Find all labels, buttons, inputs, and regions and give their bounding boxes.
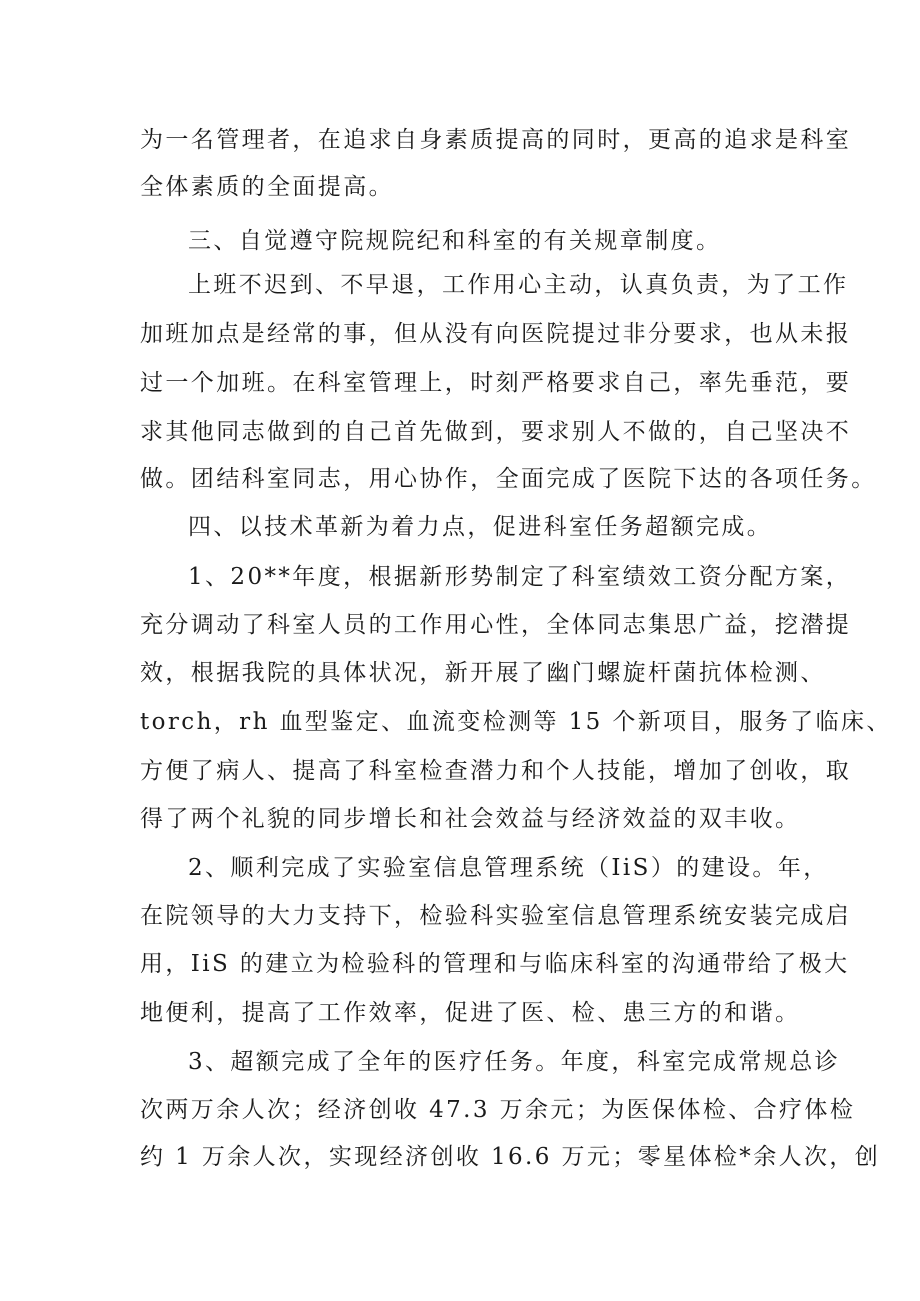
text-line: 方便了病人、提高了科室检查潜力和个人技能，增加了创收，取 [140,758,852,784]
text-line: 上班不迟到、不早退，工作用心主动，认真负责，为了工作 [188,272,849,298]
text-line: torch，rh 血型鉴定、血流变检测等 15 个新项目，服务了临床、 [140,709,892,735]
text-line: 全体素质的全面提高。 [140,174,394,200]
text-line: 做。团结科室同志，用心协作，全面完成了医院下达的各项任务。 [140,466,877,492]
text-line: 充分调动了科室人员的工作用心性，全体同志集思广益，挖潜提 [140,612,852,638]
text-line: 次两万余人次；经济创收 47.3 万余元；为医保体检、合疗体检 [140,1097,856,1123]
text-line: 得了两个礼貌的同步增长和社会效益与经济效益的双丰收。 [140,806,801,832]
text-line: 过一个加班。在科室管理上，时刻严格要求自己，率先垂范，要 [140,370,852,396]
text-line: 约 1 万余人次，实现经济创收 16.6 万元；零星体检*余人次，创 [140,1144,881,1170]
text-line: 效，根据我院的具体状况，新开展了幽门螺旋杆菌抗体检测、 [140,660,826,686]
text-line: 1、20**年度，根据新形势制定了科室绩效工资分配方案， [188,564,852,590]
text-line: 2、顺利完成了实验室信息管理系统（IiS）的建设。年， [188,855,829,881]
section-heading-4: 四、以技术革新为着力点，促进科室任务超额完成。 [188,514,773,540]
text-line: 加班加点是经常的事，但从没有向医院提过非分要求，也从未报 [140,321,852,347]
text-line: 求其他同志做到的自己首先做到，要求别人不做的，自己坚决不 [140,419,852,445]
text-line: 用，IiS 的建立为检验科的管理和与临床科室的沟通带给了极大 [140,951,850,977]
text-line: 3、超额完成了全年的医疗任务。年度，科室完成常规总诊 [188,1049,841,1075]
text-line: 为一名管理者，在追求自身素质提高的同时，更高的追求是科室 [140,127,852,153]
text-line: 地便利，提高了工作效率，促进了医、检、患三方的和谐。 [140,1000,801,1026]
text-line: 在院领导的大力支持下，检验科实验室信息管理系统安装完成启 [140,903,852,929]
section-heading-3: 三、自觉遵守院规院纪和科室的有关规章制度。 [188,228,722,254]
